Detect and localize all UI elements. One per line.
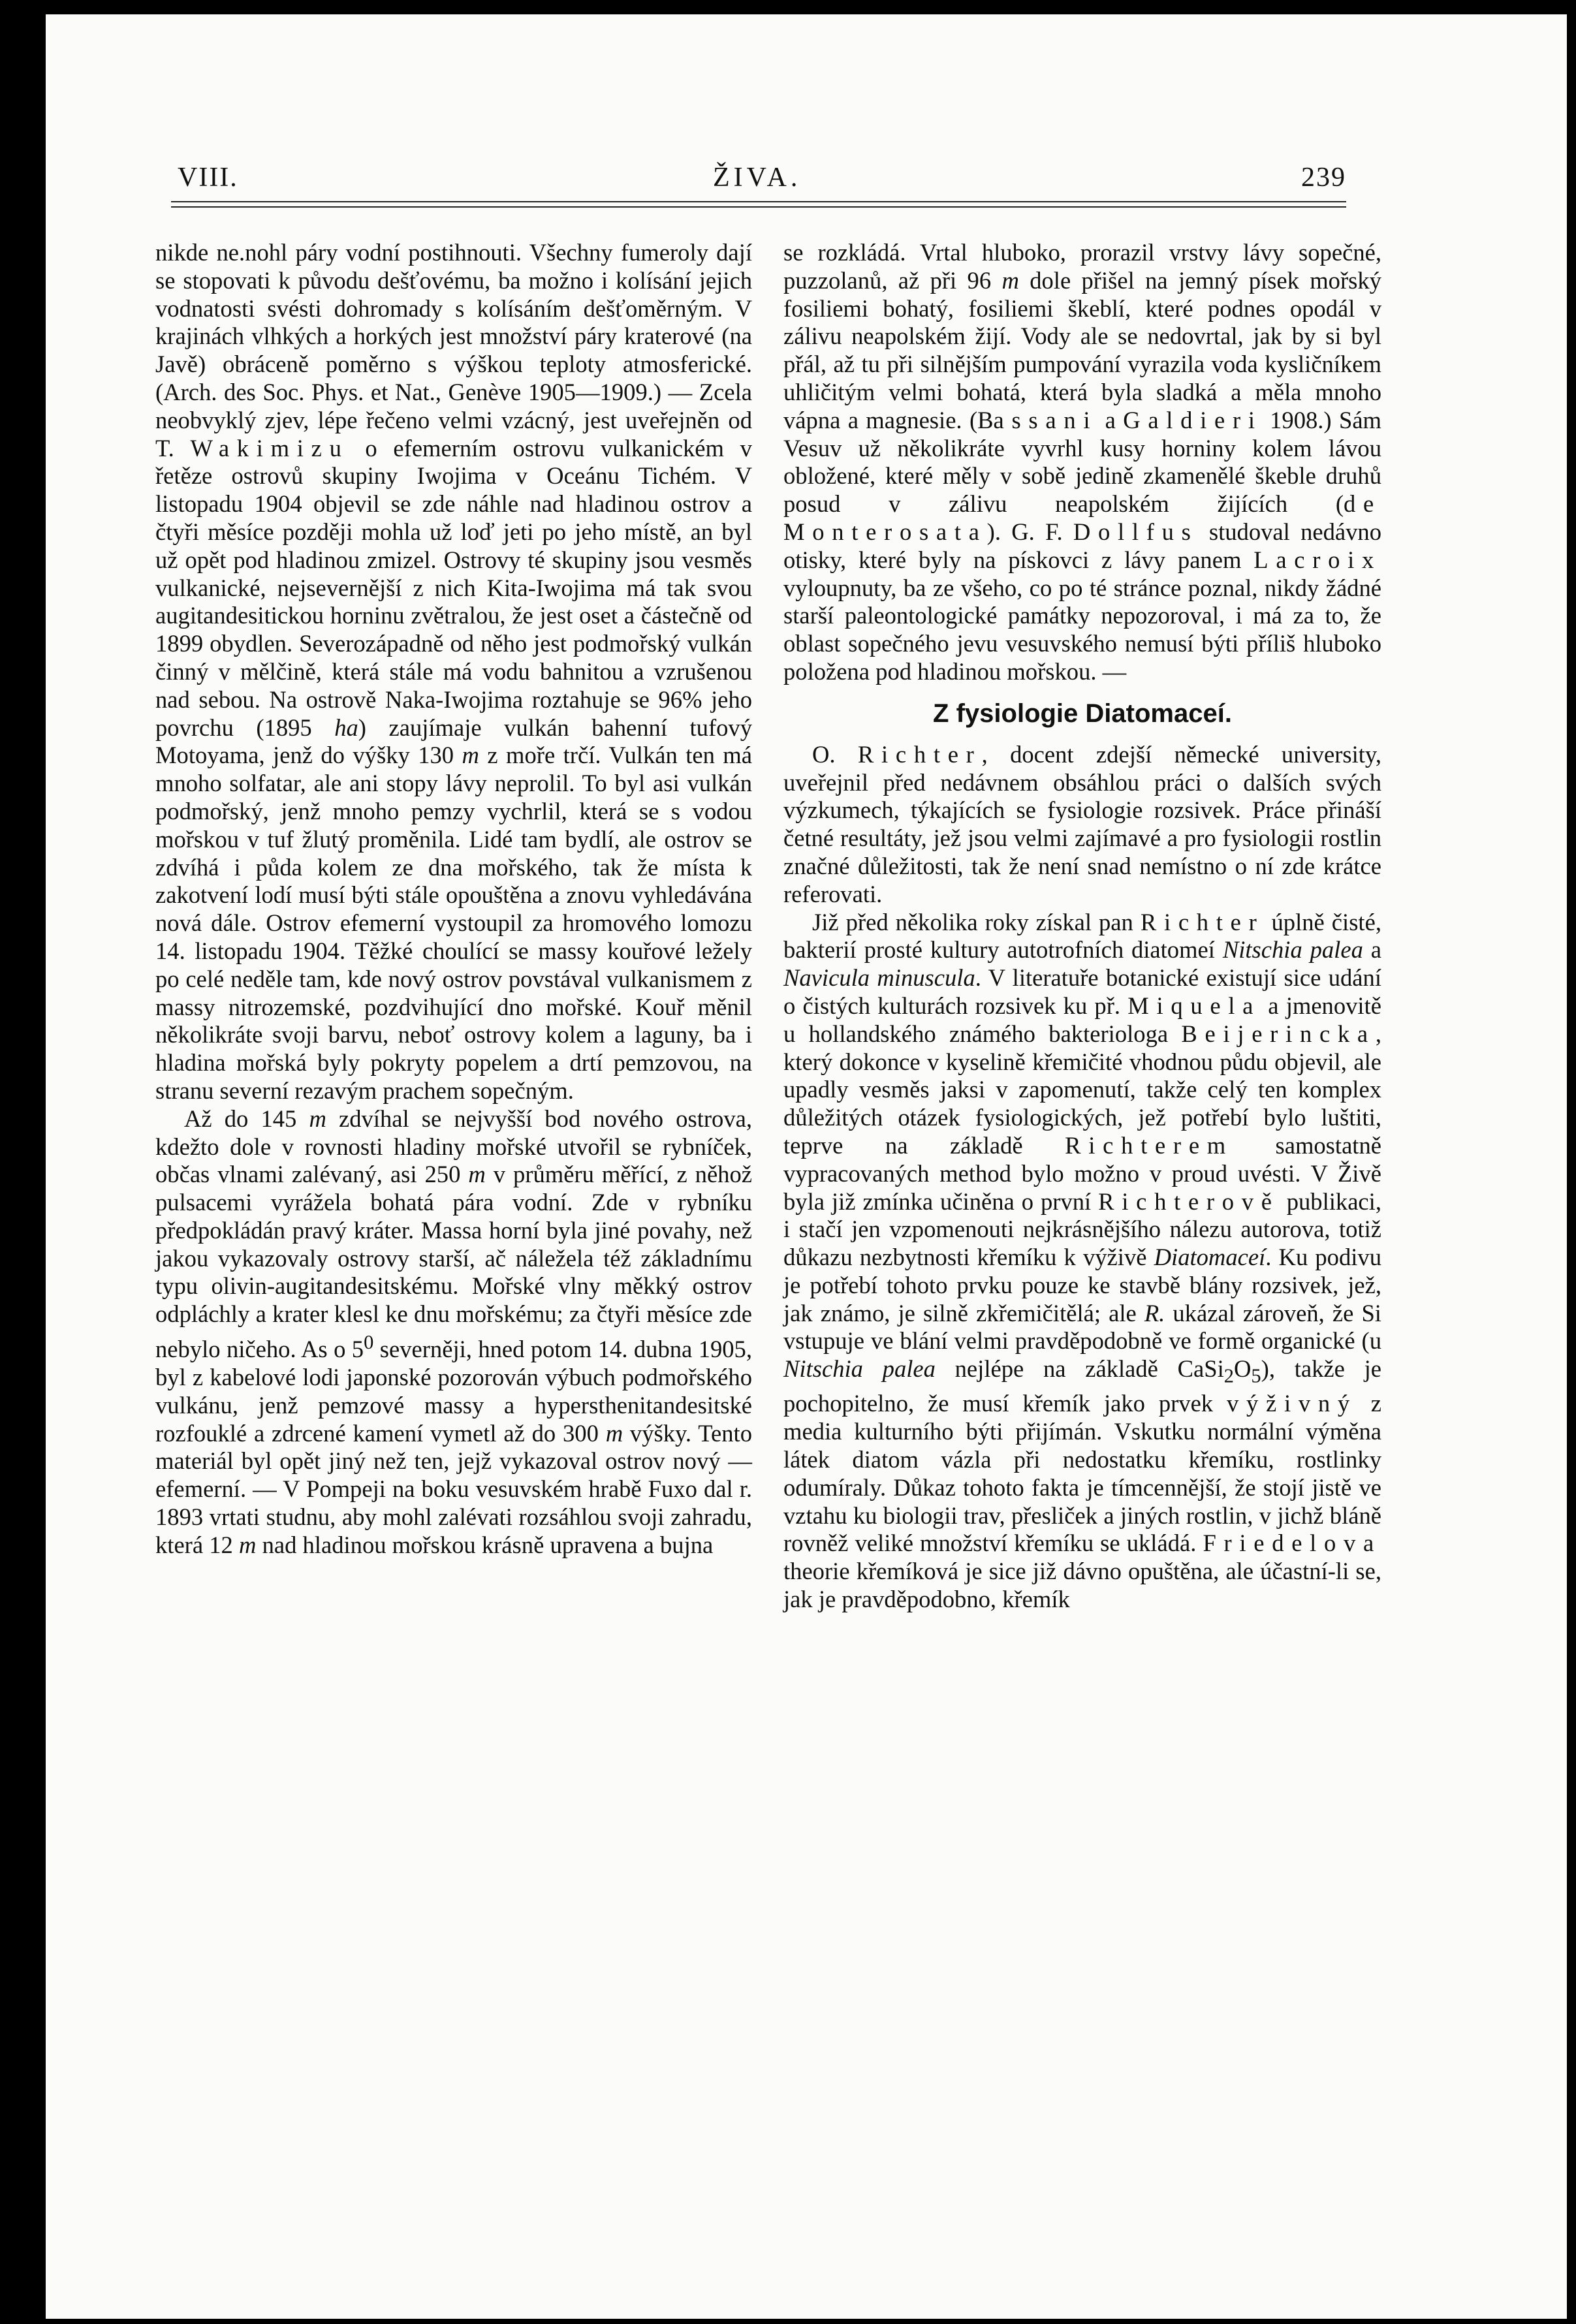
page-number: 239 bbox=[1301, 163, 1346, 193]
journal-title: ŽIVA. bbox=[713, 163, 802, 193]
section-heading: Z fysiologie Diatomaceí. bbox=[933, 699, 1232, 728]
author-name: Richter bbox=[1140, 908, 1265, 935]
paragraph: Až do 145 m zdvíhal se nejvyšší bod nového ostrova, kdežto dole v rovnosti hladiny mořské utvořil se rybníček, občas vlnami zalévaný, asi 250 m v průměru měřící, z něhož pulsacemi vyrážela bohatá pára vodní. Zde v rybníku předpokládán pravý kráter. Massa horní byla jiné povahy, než jakou vykazovaly ostrovy starší, ač náležela též základnímu typu olivin-augitandesitskému. Mořské vlny měkký ostrov odpláchly a krater klesl ke dnu mořskému; za čtyři měsíce zde nebylo ničeho. As o $5^0$ severněji, hned potom 14. dubna 1905, byl z kabelové lodi japonské pozorován výbuch podmořského vulkánu, jenž pemzové massy a hypersthenitandesitské rozfouklé a zdrcené kamení vymetl až do 300 m výšky. Tento materiál byl opět jiný než ten, jejž vykazoval ostrov nový — efemerní. — V Pompeji na boku vesuvském hrabě Fuxo dal r. 1893 vrtati studnu, aby mohl zalévati rozsáhlou svoji zahradu, která 12 m nad hladinou mořskou krásně upravena a bujna bbox=[155, 1105, 753, 1558]
author-name: Galdieri bbox=[1123, 406, 1263, 433]
author-name: Lacroix bbox=[1253, 546, 1381, 573]
header-rule bbox=[171, 201, 1346, 208]
author-name: Richter bbox=[857, 740, 982, 768]
author-name: Friedelova bbox=[1203, 1530, 1381, 1557]
author-name: Wakimizu bbox=[190, 434, 349, 462]
paragraph: se rozkládá. Vrtal hluboko, prorazil vrstvy lávy sopečné, puzzolanů, až při 96 m dole přišel na jemný písek mořský fosiliemi bohatý, fosiliemi škeblí, které podnes opodál v zálivu neapolském žijí. Vody ale se nedovrtal, jak by si byl přál, až tu při silnějším pumpování vyrazila voda kysličníkem uhličitým velmi bohatá, která byla sladká a měla mnoho vápna a magnesie. (Bassani a Galdieri 1908.) Sám Vesuv už několikráte vyvrhl kusy horniny kolem lávou obložené, které měly v sobě jedině zkamenělé škeble druhů posud v zálivu neapolském žijících (de Monterosata). G. F. Dollfus studoval nedávno otisky, které byly na pískovci z lávy panem Lacroix vyloupnuty, ba ze všeho, co po té stránce poznal, nikdy žádné starší paleontologické památky nepozoroval, i má za to, že oblast sopečného jevu vesuvského nemusí býti příliš hluboko položena pod hladinou mořskou. — bbox=[783, 239, 1381, 685]
author-name: Dollfus bbox=[1073, 518, 1199, 545]
spaced-word: výživný bbox=[1227, 1390, 1357, 1417]
author-name: Miquela bbox=[1127, 992, 1261, 1019]
author-name: Beijerincka bbox=[1181, 1020, 1376, 1047]
author-name: Richterově bbox=[1098, 1187, 1280, 1215]
author-name: Richterem bbox=[1065, 1131, 1233, 1159]
paragraph: Již před několika roky získal pan Richter úplně čisté, bakterií prosté kultury autotrofních diatomeí Nitschia palea a Navicula minuscula. V literatuře botanické existují sice udání o čistých kulturách rozsivek ku př. Miquela a jmenovitě u hollandského známého bakteriologa Beijerincka, který dokonce v kyselině křemičité vhodnou půdu objevil, ale upadly vesměs jaksi v zapomenutí, takže celý ten komplex důležitých otázek fysiologických, jež potřebí bylo luštiti, teprve na základě Richterem samostatně vypracovaných method bylo možno v proud uvésti. V Živě byla již zmínka učiněna o první Richterově publikaci, i stačí jen vzpomenouti nejkrásnějšího nálezu autorova, totiž důkazu nezbytnosti křemíku k výživě Diatomaceí. Ku podivu je potřebí tohoto prvku pouze ke stavbě blány rozsivek, jež, jak známo, je silně zkřemičitělá; ale R. ukázal zároveň, že Si vstupuje ve blání velmi pravděpodobně ve formě organické (u Nitschia palea nejlépe na základě $CaSi_2O_5$), takže je pochopitelno, že musí křemík jako prvek výživný z media kulturního býti přijímán. Vskutku normální výměna látek diatom vázla při nedostatku křemíku, rostlinky odumíraly. Důkaz tohoto fakta je tímcennější, že stojí jistě ve vztahu ku biologii trav, přesliček a jiných rostlin, v jichž bláně rovněž veliké množství křemíku se ukládá. Friedelova theorie křemíková je sice již dávno opuštěna, ale účastní-li se, jak je pravděpodobno, křemík bbox=[783, 908, 1381, 1612]
paragraph: O. Richter, docent zdejší německé university, uveřejnil před nedávnem obsáhlou práci o dalších svých výzkumech, týkajících se fysiologie rozsivek. Práce přináší četné resultáty, jež jsou velmi zajímavé a pro fysiologii rostlin značné důležitosti, tak že není snad nemístno o ní zde krátce referovati. bbox=[783, 740, 1381, 907]
left-column bbox=[155, 239, 752, 1560]
volume-number: VIII. bbox=[178, 163, 238, 193]
author-name: de Monterosata bbox=[783, 490, 1381, 545]
running-header bbox=[178, 162, 1346, 201]
paragraph: nikde ne.nohl páry vodní postihnouti. Všechny fumeroly dají se stopovati k původu dešťovému, ba možno i kolísání jejich vodnatosti svésti dohromady s kolísáním dešťoměrným. V krajinách vlhkých a horkých jest množství páry kraterové (na Javě) obráceně poměrno s výškou teploty atmosferické. (Arch. des Soc. Phys. et Nat., Genève 1905—1909.) — Zcela neobvyklý zjev, lépe řečeno velmi vzácný, jest uveřejněn od T. Wakimizu o efemerním ostrovu vulkanickém v řetěze ostrovů skupiny Iwojima v Oceánu Tichém. V listopadu 1904 objevil se zde náhle nad hladinou ostrov a čtyři měsíce později mohla už loď jeti po jeho místě, an byl už opět pod hladinou zmizel. Ostrovy té skupiny jsou vesměs vulkanické, nejsevernější z nich Kita-Iwojima má tak svou augitandesitickou horninu zvětralou, že jest oset a částečně od 1899 obydlen. Severozápadně od něho jest podmořský vulkán činný v mělčině, která stále má vodu bahnitou a vzrušenou nad sebou. Na ostrově Naka-Iwojima roztahuje se 96% jeho povrchu (1895 ha) zaujímaje vulkán bahenní tufový Motoyama, jenž do výšky 130 m z moře trčí. Vulkán ten má mnoho solfatar, ale ani stopy lávy neprolil. To byl asi vulkán podmořský, jenž mnoho pemzy vychrlil, která se s vodou mořskou v tuf žlutý proměnila. Lidé tam bydlí, ale ostrov se zdvíhá i půda kolem ze dna mořského, tak že místa k zakotvení lodí musí býti stále opouštěna a znovu vyhledávána nová dále. Ostrov efemerní vystoupil za hromového lomozu 14. listopadu 1904. Těžké choulící se massy kouřové ležely po celé neděle tam, kde nový ostrov povstával vulkanismem z massy nitrozemské, pozdvihující dno mořské. Kouř měnil několikráte svoji barvu, neboť ostrovy kolem a laguny, ba i hladina mořská byly pokryty popelem a drtí pemzovou, na stranu severní rezavým prachem sopečným. bbox=[155, 239, 752, 1104]
right-column bbox=[783, 239, 1381, 1614]
author-name: assani bbox=[993, 406, 1098, 433]
